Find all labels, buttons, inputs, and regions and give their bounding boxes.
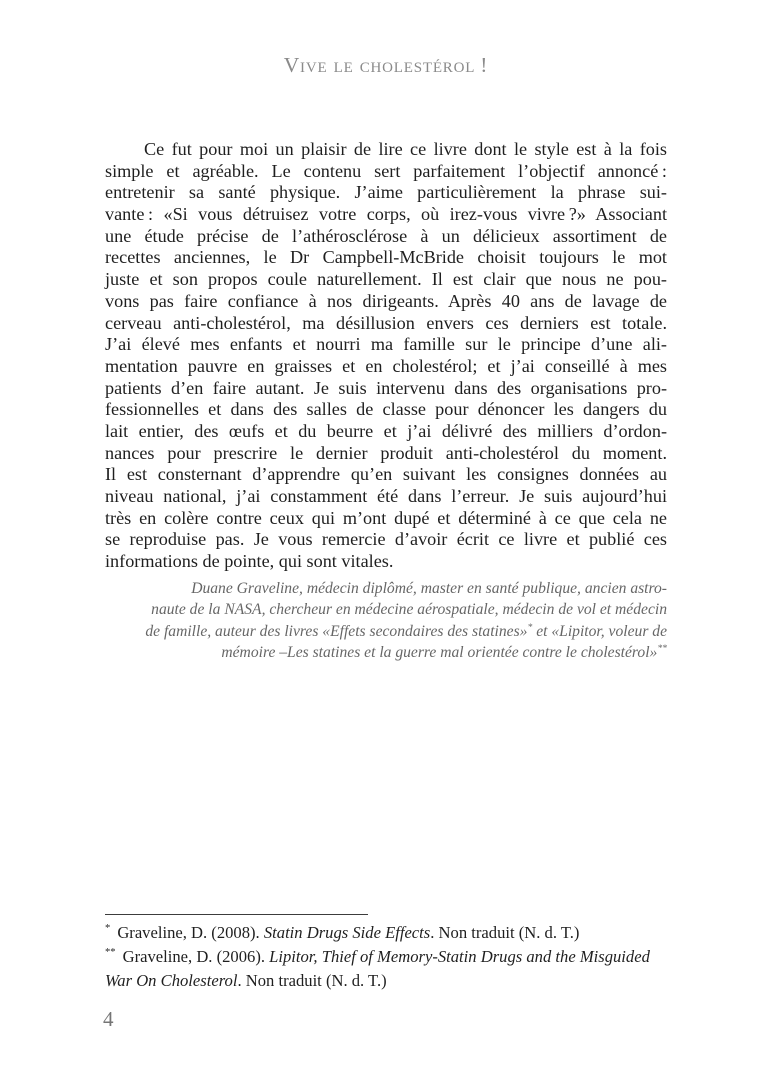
- attribution-line: naute de la NASA, chercheur en médecine aérospatiale, médecin de vol et médecin: [151, 601, 667, 619]
- body-line: entretenir sa santé physique. J’aime particulièrement la phrase sui-: [105, 182, 667, 203]
- body-line: informations de pointe, qui sont vitales.: [105, 551, 394, 572]
- footnote-ref-1: *: [527, 621, 533, 633]
- footnote-1-marker: *: [105, 923, 111, 935]
- attribution-block: [105, 578, 667, 664]
- body-line: simple et agréable. Le contenu sert parfaitement l’objectif annoncé :: [105, 160, 667, 181]
- body-line: lait entier, des œufs et du beurre et j’ai délivré des milliers d’ordon-: [105, 420, 667, 441]
- footnote-2-book-title: Lipitor, Thief of Memory-Statin Drugs and the Misguided War On Cholesterol: [105, 947, 650, 990]
- body-line: cerveau anti-cholestérol, ma désillusion envers ces derniers est totale.: [105, 312, 667, 333]
- body-line: une étude précise de l’athérosclérose à un délicieux assortiment de: [105, 225, 667, 246]
- attribution-line: [105, 642, 667, 663]
- body-line: Il est consternant d’apprendre qu’en suivant les consignes données au: [105, 464, 667, 485]
- footnotes-block: [105, 921, 671, 993]
- body-line: très en colère contre ceux qui m’ont dupé et déterminé à ce que cela ne: [105, 507, 667, 528]
- body-line: J’ai élevé mes enfants et nourri ma famille sur le principe d’une ali-: [105, 334, 667, 355]
- body-paragraph: [105, 139, 667, 573]
- body-line: juste et son propos coule naturellement. Il est clair que nous ne pou-: [105, 269, 667, 290]
- attribution-text: de famille, auteur des livres «Effets secondaires des statines»: [145, 622, 528, 640]
- attribution-line: Duane Graveline, médecin diplômé, master en santé publique, ancien astro-: [191, 580, 667, 597]
- body-line: niveau national, j’ai constamment été dans l’erreur. Je suis aujourd’hui: [105, 486, 667, 506]
- footnote-1-book-title: Statin Drugs Side Effects: [263, 923, 431, 942]
- footnote-ref-2: **: [657, 643, 667, 655]
- body-line: patients d’en faire autant. Je suis intervenu dans des organisations pro-: [105, 377, 667, 398]
- body-line: se reproduise pas. Je vous remercie d’avoir écrit ce livre et publié ces: [105, 529, 667, 550]
- attribution-text: et «Lipitor, voleur de: [532, 622, 667, 640]
- body-line: mentation pauvre en graisses et en cholestérol; et j’ai conseillé à mes: [105, 355, 667, 376]
- body-line: vons pas faire confiance à nos dirigeants. Après 40 ans de lavage de: [105, 290, 667, 311]
- body-line: vante : «Si vous détruisez votre corps, où irez-vous vivre ?» Associant: [105, 204, 667, 225]
- running-head-title: Vive le cholestérol !: [283, 53, 489, 77]
- footnote-1-text: Graveline, D. (2008).: [117, 923, 264, 942]
- footnote-2-text: . Non traduit (N. d. T.): [237, 971, 387, 990]
- footnote-separator-rule: [105, 914, 368, 915]
- body-line: fessionnelles et dans des salles de classe pour dénoncer les dangers du: [105, 399, 667, 420]
- attribution-text: mémoire –Les statines et la guerre mal orientée contre le cholestérol»: [221, 644, 658, 662]
- footnote-2-marker: **: [105, 947, 116, 959]
- page-number: 4: [103, 1007, 114, 1031]
- footnote-2: [105, 945, 671, 993]
- footnote-2-text: Graveline, D. (2006).: [122, 947, 270, 966]
- body-line: nances pour prescrire le dernier produit anti-cholestérol du moment.: [105, 442, 667, 463]
- footnote-1-text: . Non traduit (N. d. T.): [430, 923, 580, 942]
- attribution-line: [105, 621, 667, 642]
- body-line: recettes anciennes, le Dr Campbell-McBride choisit toujours le mot: [105, 247, 667, 268]
- footnote-1: [105, 921, 671, 945]
- body-line: Ce fut pour moi un plaisir de lire ce livre dont le style est à la fois: [144, 139, 667, 159]
